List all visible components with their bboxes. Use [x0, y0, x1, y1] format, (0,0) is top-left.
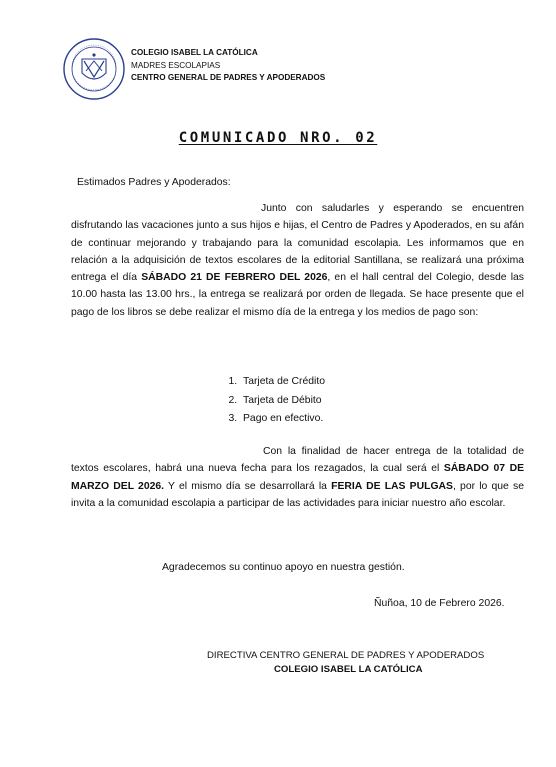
letterhead-congregation: MADRES ESCOLAPIAS — [131, 60, 221, 70]
paragraph-delivery-text-b: , en el hall central del Colegio, desde las 10.00 hasta las 13.00 hrs., la entrega se realizará por orden de llegada. Se hace presente que el pago de los libros se debe realizar el mismo día de la entrega y los medios de pago son: — [71, 272, 524, 318]
payment-method-item: 3. Pago en efectivo. — [240, 410, 325, 429]
paragraph-late-text-c: , por lo que se invita a la comunidad escolapia a participar de las actividades para iniciar nuestro año escolar. — [71, 480, 524, 509]
paragraph-late-date: SÁBADO 07 DE MARZO DEL 2026. — [71, 463, 525, 492]
paragraph-late-text-b: Y el mismo día se desarrollará la — [164, 480, 332, 492]
paragraph-late-text-a: Con la finalidad de hacer entrega de la totalidad de textos escolares, habrá una nueva fecha para los rezagados, la cual será el — [71, 446, 524, 475]
signature-school: COLEGIO ISABEL LA CATÓLICA — [274, 664, 423, 675]
signature-board: DIRECTIVA CENTRO GENERAL DE PADRES Y APODERADOS — [207, 650, 485, 661]
paragraph-late-event: FERIA DE LAS PULGAS — [331, 480, 453, 492]
school-seal-logo — [62, 37, 126, 101]
payment-methods-list — [218, 373, 325, 429]
place-date: Ñuñoa, 10 de Febrero 2026. — [374, 598, 505, 609]
paragraph-delivery-text-a: Junto con saludarles y esperando se encuentren disfrutando las vacaciones junto a sus hijos e hijas, el Centro de Padres y Apoderados, en su afán de continuar mejorando y trabajando para la comunidad escolapia. Les informamos que en relación a la adquisición de textos escolares de la editorial Santillana, se realizará una próxima entrega el día — [71, 203, 524, 284]
letterhead-school-name: COLEGIO ISABEL LA CATÓLICA — [131, 48, 258, 57]
salutation: Estimados Padres y Apoderados: — [77, 177, 231, 188]
document-title-text: COMUNICADO NRO. 02 — [178, 130, 378, 146]
letterhead-parents-center: CENTRO GENERAL DE PADRES Y APODERADOS — [131, 73, 326, 82]
paragraph-delivery-date: SÁBADO 21 DE FEBRERO DEL 2026 — [141, 272, 328, 284]
document-title — [0, 129, 556, 147]
payment-method-item: 2. Tarjeta de Débito — [240, 392, 325, 411]
payment-method-item: 1. Tarjeta de Crédito — [240, 373, 325, 392]
letterhead — [131, 47, 325, 85]
paragraph-late-delivery — [71, 443, 524, 512]
thanks-line: Agradecemos su continuo apoyo en nuestra gestión. — [162, 562, 405, 573]
paragraph-delivery — [71, 200, 524, 321]
